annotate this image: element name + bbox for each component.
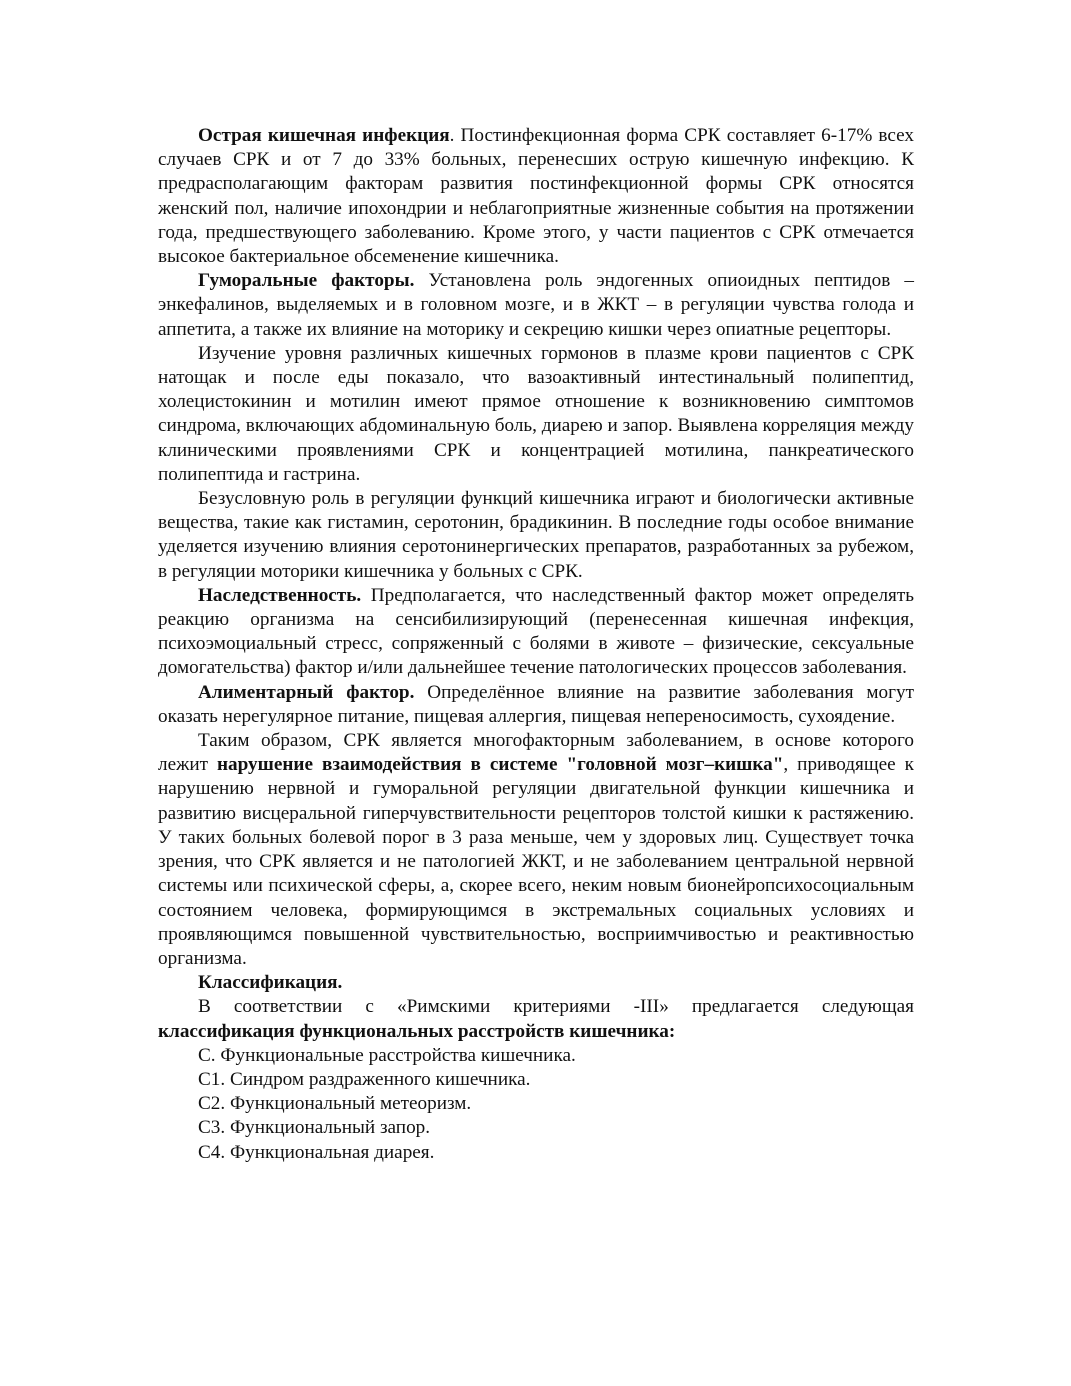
paragraph-acute-infection: [158, 124, 914, 269]
classification-list: [158, 1044, 914, 1165]
list-item: C. Функциональные расстройства кишечника.: [198, 1044, 576, 1066]
paragraph-text: Установлена роль эндогенных опиоидных пептидов – энкефалинов, выделяемых и в головном мозге, и в ЖКТ – в регуляции чувства голода и аппетита, а также их влияние на моторику и секрецию кишки через опиатные рецепторы.: [158, 270, 914, 340]
list-item: C1. Синдром раздраженного кишечника.: [198, 1068, 531, 1090]
list-item: C2. Функциональный метеоризм.: [198, 1093, 472, 1115]
paragraph-conclusion: [158, 729, 914, 971]
paragraph-alimentary: [158, 681, 914, 729]
paragraph-text: Предполагается, что наследственный фактор может определять реакцию организма на сенсибилизирующий (перенесенная кишечная инфекция, психоэмоциальный стресс, сопряженный с болями в животе – физические, сексуальные домогательства) фактор и/или дальнейшее течение патологических процессов заболевания.: [158, 584, 914, 679]
conclusion-bold-phrase: нарушение взаимодействия в системе "головной мозг–кишка": [216, 754, 784, 776]
document-page: [158, 124, 914, 1165]
classification-intro-bold: классификация функциональных расстройств кишечника:: [158, 1020, 676, 1042]
paragraph-hormones: [158, 342, 914, 487]
classification-heading: Классификация.: [198, 972, 343, 994]
paragraph-lead: Гуморальные факторы.: [198, 270, 415, 292]
list-item: C4. Функциональная диарея.: [198, 1141, 435, 1163]
list-item: C3. Функциональный запор.: [198, 1117, 431, 1139]
paragraph-lead: Наследственность.: [198, 584, 362, 606]
conclusion-text-before: Таким образом, СРК является многофакторным заболеванием, в основе которого лежит: [158, 730, 914, 776]
paragraph-lead: Острая кишечная инфекция: [198, 125, 450, 146]
paragraph-text: Изучение уровня различных кишечных гормонов в плазме крови пациентов с СРК натощак и после еды показало, что вазоактивный интестинальный полипептид, холецистокинин и мотилин имеют прямое отношение к возникновению симптомов синдрома, включающих абдоминальную боль, диарею и запор. Выявлена корреляция между клиническими проявлениями СРК и концентрацией мотилина, панкреатического полипептида и гастрина.: [158, 342, 914, 485]
classification-intro: [158, 995, 914, 1043]
paragraph-text: Определённое влияние на развитие заболевания могут оказать нерегулярное питание, пищевая аллергия, пищевая непереносимость, сухоядение.: [158, 681, 915, 727]
classification-intro-text: В соответствии с «Римскими критериями -III» предлагается следующая: [198, 996, 914, 1018]
paragraph-biologically-active: [158, 487, 914, 584]
paragraph-humoral-factors: [158, 269, 914, 342]
conclusion-text-after: , приводящее к нарушению нервной и гуморальной регуляции двигательной функции кишечника и развитию висцеральной гиперчувствительности рецепторов толстой кишки к растяжению. У таких больных болевой порог в 3 раза меньше, чем у здоровых лиц. Существует точка зрения, что СРК является и не патологией ЖКТ, и не заболеванием центральной нервной системы или психической сферы, а, скорее всего, неким новым бионейропсихосоциальным состоянием человека, формирующимся в экстремальных социальных условиях и проявляющимся повышенной чувствительностью, восприимчивостью и реактивностью организма.: [158, 754, 914, 969]
paragraph-lead: Алиментарный фактор.: [198, 681, 415, 703]
paragraph-text: . Постинфекционная форма СРК составляет 6-17% всех случаев СРК и от 7 до 33% больных, перенесших острую кишечную инфекцию. К предрасполагающим факторам развития постинфекционной формы СРК относятся женский пол, наличие ипохондрии и неблагоприятные жизненные события на протяжении года, предшествующего заболеванию. Кроме этого, у части пациентов с СРК отмечается высокое бактериальное обсеменение кишечника.: [158, 125, 914, 268]
paragraph-heredity: [158, 584, 914, 681]
paragraph-text: Безусловную роль в регуляции функций кишечника играют и биологически активные вещества, такие как гистамин, серотонин, брадикинин. В последние годы особое внимание уделяется изучению влияния серотонинергических препаратов, разработанных за рубежом, в регуляции моторики кишечника у больных с СРК.: [158, 488, 914, 582]
